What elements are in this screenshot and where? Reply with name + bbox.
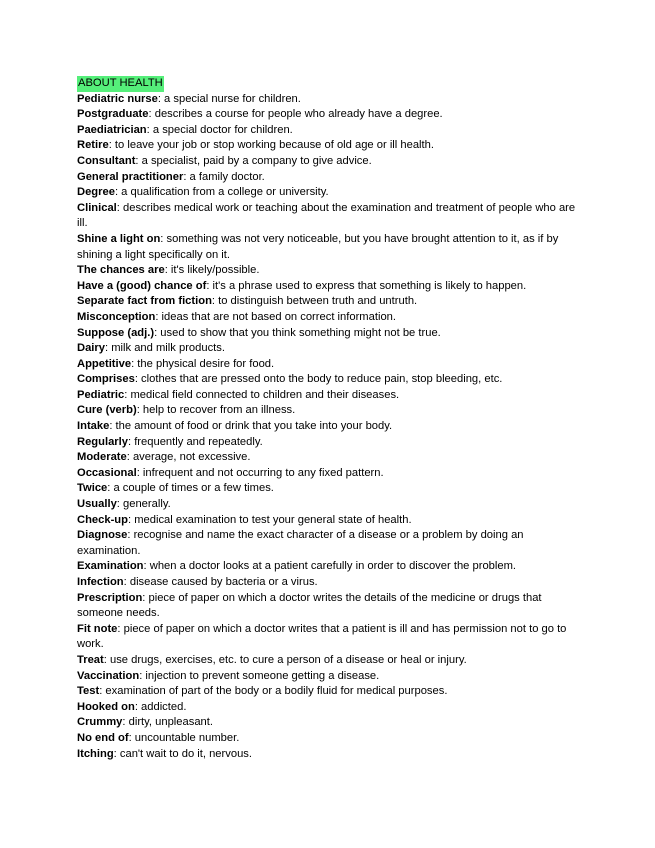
glossary-entry: [77, 622, 577, 653]
glossary-definition: : describes a course for people who already have a degree.: [148, 108, 443, 121]
glossary-definition: : can't wait to do it, nervous.: [113, 747, 252, 760]
glossary-definition: : recognise and name the exact character of a disease or a problem by doing an examination.: [77, 529, 524, 557]
glossary-definition: : a family doctor.: [183, 170, 265, 183]
glossary-term: Infection: [77, 576, 124, 588]
glossary-term: Intake: [77, 420, 110, 433]
glossary-term: Check-up: [77, 513, 128, 526]
glossary-definition: : a special doctor for children.: [146, 123, 293, 136]
glossary-entry: [77, 466, 577, 482]
glossary-term: Separate fact from fiction: [77, 295, 212, 308]
glossary-entry: [77, 326, 577, 342]
glossary-definition: : a qualification from a college or university.: [114, 186, 329, 199]
glossary-entry: [77, 232, 577, 263]
glossary-definition: : the amount of food or drink that you take into your body.: [109, 420, 393, 433]
glossary-definition: : a specialist, paid by a company to give advice.: [135, 154, 372, 167]
glossary-list: [77, 92, 577, 763]
glossary-entry: [77, 731, 577, 747]
glossary-term: Vaccination: [77, 669, 140, 682]
glossary-term: No end of: [77, 731, 129, 744]
glossary-entry: [77, 341, 577, 357]
glossary-term: Cure (verb): [77, 404, 137, 417]
glossary-term: Suppose (adj.): [77, 326, 155, 339]
glossary-term: Comprises: [77, 373, 135, 386]
glossary-definition: : disease caused by bacteria or a virus.: [123, 576, 318, 588]
glossary-definition: : medical field connected to children and their diseases.: [124, 388, 400, 401]
glossary-definition: : a couple of times or a few times.: [107, 482, 274, 495]
glossary-entry: [77, 559, 577, 575]
glossary-term: Degree: [77, 186, 115, 199]
glossary-term: The chances are: [77, 264, 165, 277]
glossary-term: Misconception: [77, 310, 156, 323]
document-page: [77, 76, 577, 762]
glossary-definition: : infrequent and not occurring to any fixed pattern.: [136, 466, 384, 479]
glossary-definition: : dirty, unpleasant.: [122, 716, 213, 729]
glossary-entry: [77, 263, 577, 279]
glossary-term: Moderate: [77, 451, 127, 464]
glossary-term: Regularly: [77, 435, 128, 448]
glossary-definition: : frequently and repeatedly.: [127, 435, 263, 448]
glossary-entry: [77, 138, 577, 154]
glossary-definition: : injection to prevent someone getting a disease.: [139, 669, 380, 682]
glossary-definition: : addicted.: [134, 700, 187, 713]
glossary-definition: : piece of paper on which a doctor writes the details of the medicine or drugs that someone needs.: [77, 591, 542, 620]
glossary-definition: : it's a phrase used to express that something is likely to happen.: [206, 279, 527, 292]
glossary-entry: [77, 497, 577, 513]
glossary-entry: [77, 513, 577, 529]
glossary-term: Examination: [77, 560, 144, 573]
glossary-definition: : milk and milk products.: [105, 342, 225, 355]
glossary-term: Crummy: [77, 716, 123, 729]
glossary-term: Fit note: [77, 622, 118, 635]
glossary-entry: [77, 185, 577, 201]
glossary-term: Clinical: [77, 201, 117, 214]
glossary-definition: : help to recover from an illness.: [136, 404, 296, 417]
glossary-entry: [77, 310, 577, 326]
glossary-term: Shine a light on: [77, 232, 161, 245]
glossary-definition: : to leave your job or stop working because of old age or ill health.: [108, 139, 434, 152]
glossary-entry: [77, 435, 577, 451]
glossary-entry: [77, 92, 577, 108]
glossary-entry: [77, 170, 577, 186]
glossary-term: Itching: [77, 747, 114, 760]
glossary-entry: [77, 123, 577, 139]
glossary-definition: : examination of part of the body or a bodily fluid for medical purposes.: [99, 685, 448, 698]
glossary-entry: [77, 700, 577, 716]
glossary-definition: : generally.: [116, 498, 171, 511]
glossary-definition: : the physical desire for food.: [131, 357, 275, 370]
glossary-entry: [77, 388, 577, 404]
glossary-entry: [77, 653, 577, 669]
glossary-definition: : average, not excessive.: [126, 451, 251, 464]
glossary-term: Prescription: [77, 591, 143, 604]
glossary-entry: [77, 669, 577, 685]
glossary-entry: [77, 294, 577, 310]
glossary-term: General practitioner: [77, 170, 184, 183]
glossary-definition: : medical examination to test your general state of health.: [127, 513, 412, 526]
glossary-term: Diagnose: [77, 529, 128, 542]
glossary-definition: : something was not very noticeable, but you have brought attention to it, as if by shining a light specifically on it.: [77, 232, 559, 261]
glossary-entry: [77, 419, 577, 435]
glossary-entry: [77, 372, 577, 388]
glossary-definition: : clothes that are pressed onto the body to reduce pain, stop bleeding, etc.: [134, 373, 503, 386]
glossary-term: Retire: [77, 139, 109, 152]
glossary-term: Hooked on: [77, 700, 135, 713]
glossary-term: Postgraduate: [77, 108, 149, 121]
glossary-entry: [77, 715, 577, 731]
glossary-definition: : when a doctor looks at a patient carefully in order to discover the problem.: [143, 560, 517, 573]
glossary-entry: [77, 154, 577, 170]
glossary-definition: : it's likely/possible.: [164, 264, 260, 277]
glossary-term: Pediatric: [77, 388, 125, 401]
glossary-term: Test: [77, 685, 100, 698]
glossary-definition: : used to show that you think something might not be true.: [154, 326, 441, 339]
glossary-entry: [77, 481, 577, 497]
glossary-term: Usually: [77, 498, 117, 511]
glossary-definition: : describes medical work or teaching about the examination and treatment of people who are ill.: [77, 201, 576, 230]
glossary-term: Have a (good) chance of: [77, 279, 207, 292]
glossary-definition: : uncountable number.: [128, 731, 240, 744]
glossary-entry: [77, 684, 577, 700]
glossary-entry: [77, 747, 577, 763]
glossary-entry: [77, 450, 577, 466]
glossary-definition: : piece of paper on which a doctor writes that a patient is ill and has permission not to go to work.: [77, 622, 567, 651]
glossary-term: Treat: [77, 653, 104, 666]
glossary-term: Appetitive: [77, 357, 132, 370]
glossary-term: Occasional: [77, 466, 137, 479]
glossary-definition: : to distinguish between truth and untruth.: [211, 295, 418, 308]
glossary-entry: [77, 201, 577, 232]
glossary-entry: [77, 403, 577, 419]
glossary-entry: [77, 575, 577, 591]
glossary-entry: [77, 357, 577, 373]
document-heading: ABOUT HEALTH: [77, 76, 164, 92]
glossary-term: Twice: [77, 482, 108, 495]
glossary-definition: : use drugs, exercises, etc. to cure a person of a disease or heal or injury.: [103, 653, 467, 666]
glossary-term: Pediatric nurse: [77, 92, 158, 105]
glossary-entry: [77, 591, 577, 622]
glossary-entry: [77, 107, 577, 123]
glossary-term: Dairy: [77, 342, 105, 355]
glossary-entry: [77, 528, 577, 559]
glossary-definition: : a special nurse for children.: [157, 92, 301, 105]
glossary-entry: [77, 279, 577, 295]
glossary-term: Paediatrician: [77, 123, 147, 136]
glossary-definition: : ideas that are not based on correct information.: [155, 310, 396, 323]
glossary-term: Consultant: [77, 154, 136, 167]
